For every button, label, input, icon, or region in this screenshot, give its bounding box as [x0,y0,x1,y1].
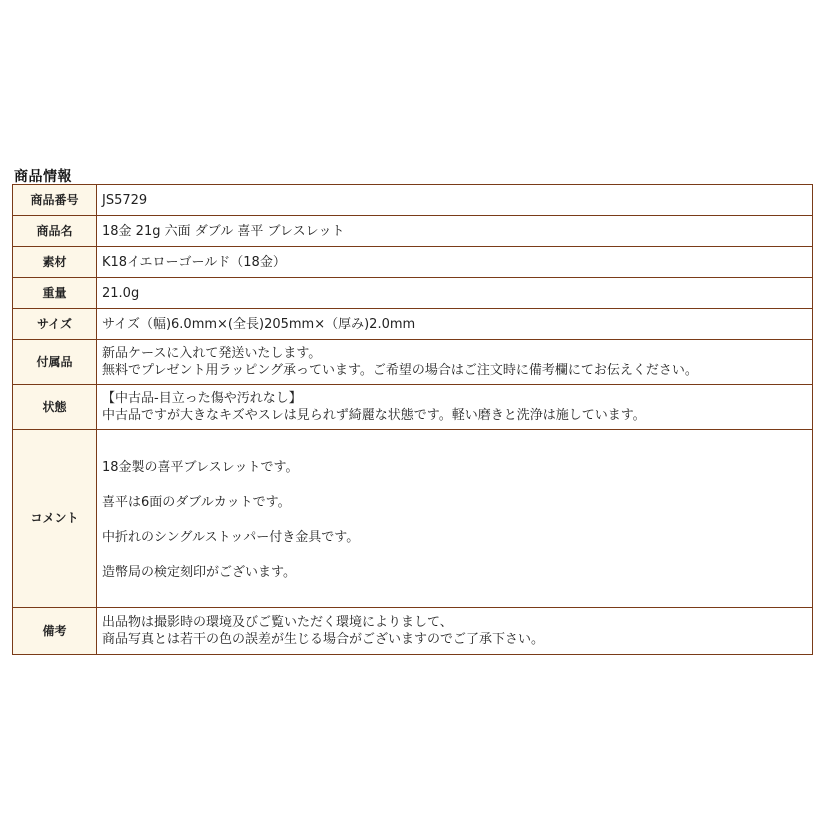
row-condition [13,385,813,430]
value-material: K18イエローゴールド（18金） [97,247,813,278]
row-material [13,247,813,278]
value-size: サイズ（幅)6.0mm×(全長)205mm×（厚み)2.0mm [97,309,813,340]
label-material: 素材 [13,247,97,278]
value-accessories [97,340,813,385]
product-info-table [12,184,813,655]
row-weight [13,278,813,309]
label-remarks: 備考 [13,608,97,655]
value-comment [97,430,813,608]
value-product-no: JS5729 [97,185,813,216]
row-remarks [13,608,813,655]
comment-line: 18金製の喜平ブレスレットです。 [102,459,299,475]
row-comment [13,430,813,608]
section-title: 商品情報 [14,169,72,185]
comment-line: 喜平は6面のダブルカットです。 [102,494,291,510]
label-product-no: 商品番号 [13,185,97,216]
row-product-name [13,216,813,247]
remarks-line: 商品写真とは若干の色の誤差が生じる場合がございますのでご了承下さい。 [102,632,545,647]
row-accessories [13,340,813,385]
row-product-no [13,185,813,216]
value-remarks [97,608,813,655]
label-product-name: 商品名 [13,216,97,247]
condition-line: 中古品ですが大きなキズやスレは見られず綺麗な状態です。軽い磨きと洗浄は施しています。 [102,408,646,423]
label-accessories: 付属品 [13,340,97,385]
row-size [13,309,813,340]
comment-line: 中折れのシングルストッパー付き金具です。 [102,529,360,545]
accessories-line: 無料でプレゼント用ラッピング承っています。ご希望の場合はご注文時に備考欄にてお伝えください。 [102,363,698,378]
label-comment: コメント [13,430,97,608]
comment-line: 造幣局の検定刻印がございます。 [102,564,296,580]
value-product-name: 18金 21g 六面 ダブル 喜平 ブレスレット [97,216,813,247]
accessories-line: 新品ケースに入れて発送いたします。 [102,346,322,361]
label-weight: 重量 [13,278,97,309]
value-condition [97,385,813,430]
condition-line: 【中古品-目立った傷や汚れなし】 [102,391,302,406]
label-size: サイズ [13,309,97,340]
remarks-line: 出品物は撮影時の環境及びご覧いただく環境によりまして、 [102,615,453,630]
value-weight: 21.0g [97,278,813,309]
label-condition: 状態 [13,385,97,430]
